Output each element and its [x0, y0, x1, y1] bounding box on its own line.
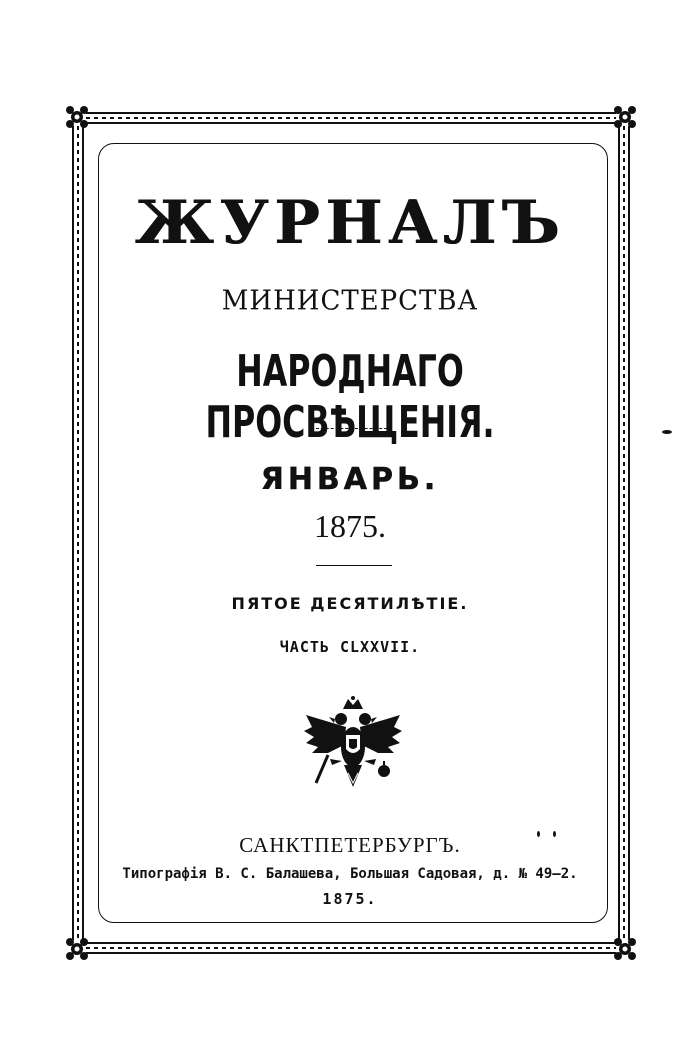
decade-label: ПЯТОЕ ДЕСЯТИЛѢТІЕ.: [231, 594, 469, 613]
imprint-year: 1875.: [322, 890, 378, 908]
divider: [316, 428, 392, 429]
corner-ornament-icon: [612, 104, 638, 130]
border-bottom: [86, 942, 616, 954]
ink-speck: [537, 831, 540, 837]
enlightenment-title: НАРОДНАГО ПРОСВѢЩЕНІЯ.: [205, 346, 495, 448]
ministry-subtitle: МИНИСТЕРСТВА: [221, 285, 479, 317]
divider: [316, 565, 392, 566]
issue-year: 1875.: [314, 508, 386, 544]
imprint-city: САНКТПЕТЕРБУРГЪ.: [239, 833, 461, 857]
imprint-printer: Типографія В. С. Балашева, Большая Садовая, д. № 49—2.: [122, 866, 578, 882]
part-number: ЧАСТЬ CLXXVII.: [279, 638, 421, 656]
double-headed-eagle-icon: [298, 695, 408, 795]
corner-ornament-icon: [64, 936, 90, 962]
ink-speck: [553, 831, 556, 837]
corner-ornament-icon: [64, 104, 90, 130]
border-top: [86, 112, 616, 124]
issue-month: ЯНВАРЬ.: [260, 462, 440, 497]
ink-speck: [662, 430, 672, 434]
corner-ornament-icon: [612, 936, 638, 962]
journal-title: ЖУРНАЛЪ: [134, 188, 566, 258]
